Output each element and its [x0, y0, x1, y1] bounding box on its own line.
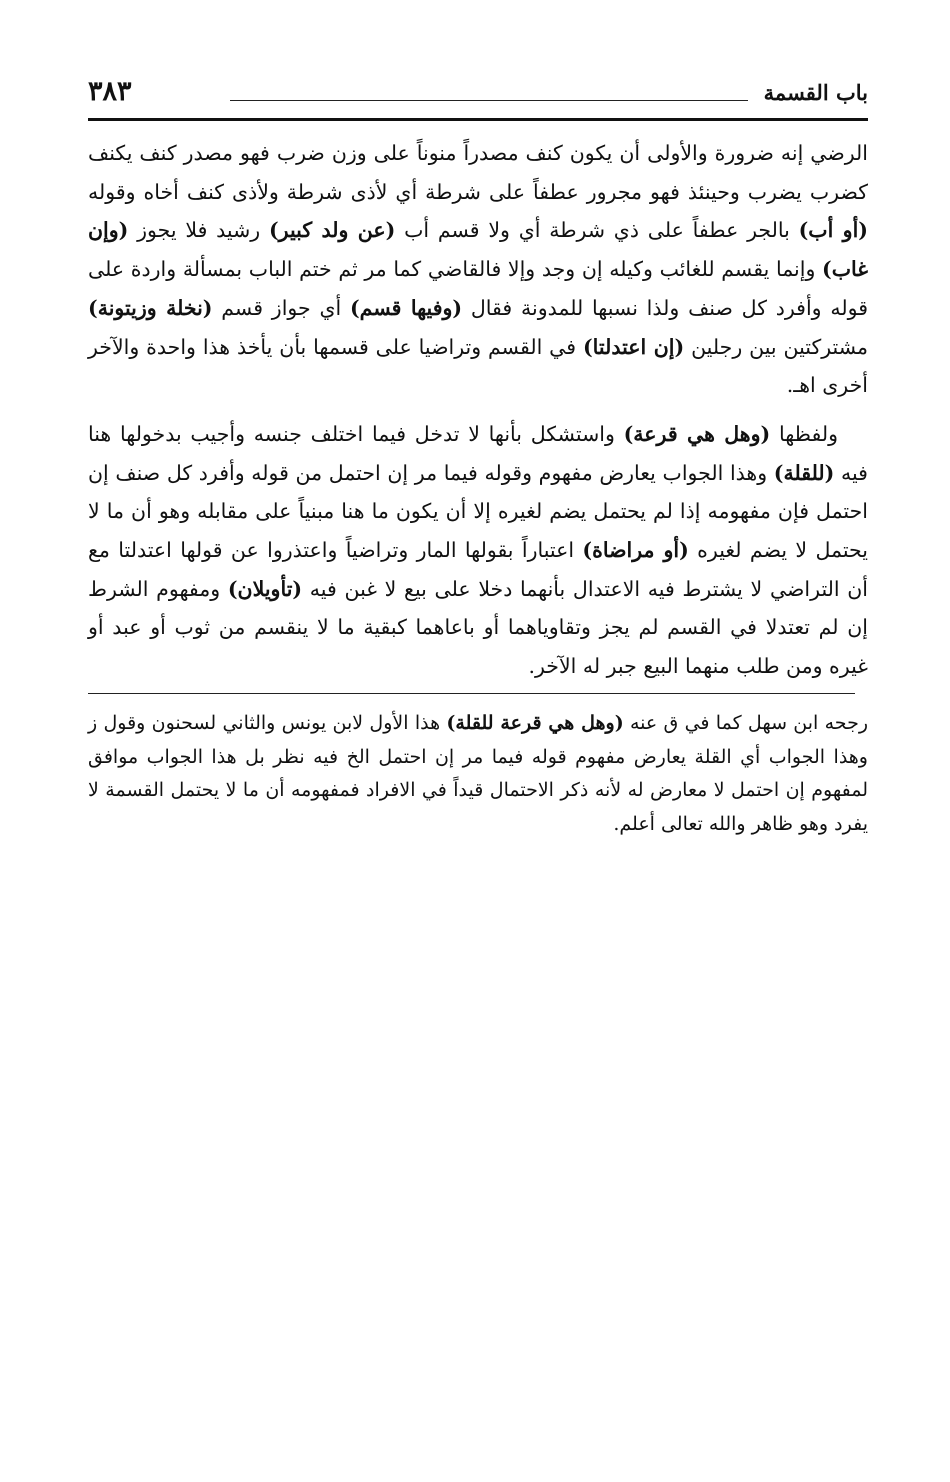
bold-matn-phrase: (نخلة وزيتونة) — [88, 295, 213, 320]
chapter-title: باب القسمة — [763, 80, 868, 105]
bold-matn-phrase: (أو أب) — [798, 218, 868, 243]
text-run: رجحه ابن سهل كما في ق عنه — [623, 712, 868, 734]
text-run: ومفهوم الشرط إن لم تعتدلا في القسم لم يجز وتقاوياهما أو باعاهما كبقية ما لا ينقسم من ثوب أو عبد أو غيره ومن طلب منهما البيع جبر له الآخر. — [88, 576, 868, 679]
text-run: بالجر عطفاً على ذي شرطة أي ولا قسم أب — [395, 218, 799, 243]
footnote-paragraph — [88, 707, 868, 841]
text-run: وإنما يقسم للغائب وكيله إن وجد وإلا فالقاضي كما مر ثم ختم الباب بمسألة واردة على قوله وأفرد كل صنف ولذا نسبها للمدونة فقال — [88, 257, 868, 320]
bold-matn-phrase: (وهل هي قرعة للقلة) — [446, 712, 624, 734]
bold-matn-phrase: (إن اعتدلتا) — [582, 334, 685, 359]
main-text — [88, 134, 868, 686]
header-rule — [88, 118, 868, 121]
bold-matn-phrase: (للقلة) — [773, 460, 835, 485]
text-run: وهذا الجواب يعارض مفهوم وقوله فيما مر إن احتمل من قوله وأفرد كل صنف إن احتمل فإن مفهومه إذا لم يحتمل يضم لغيره إلا أن يكون ما هنا مبنياً على مقابله وهو أن ما لا يحتمل لا يضم لغيره — [88, 460, 868, 563]
footnote — [88, 707, 868, 841]
text-run: الرضي إنه ضرورة والأولى أن يكون كنف مصدراً منوناً على وزن ضرب فهو مصدر كنف يكنف كضرب يضرب وحينئذ فهو مجرور عطفاً على شرطة أي لأذى شرطة ولأذى كنف أخاه وقوله — [88, 141, 868, 204]
body-paragraph — [88, 415, 868, 686]
text-run: أي جواز قسم — [212, 295, 350, 320]
page-number: ٣٨٣ — [88, 76, 132, 107]
body-paragraph — [88, 134, 868, 405]
text-run: اعتباراً بقولها المار وتراضياً واعتذروا عن قولها اعتدلتا مع أن التراضي لا يشترط فيه الاعتدال بأنهما دخلا على بيع لا غبن فيه — [88, 538, 869, 601]
header-dash-rule — [230, 100, 748, 101]
text-run: ولفظها — [770, 421, 839, 446]
footnote-separator — [88, 693, 855, 694]
bold-matn-phrase: (وهل هي قرعة) — [623, 421, 771, 446]
text-run: هذا الأول لابن يونس والثاني لسحنون وقول ز وهذا الجواب أي القلة يعارض مفهوم قوله فيما مر إن احتمل الخ فيه نظر بل هذا الجواب موافق لمفهوم إن احتمل لا معارض له لأنه ذكر الاحتمال قيداً في الافراد فمفهومه أن ما لا يحتمل القسمة لا يفرد وهو ظاهر والله تعالى أعلم. — [88, 712, 868, 835]
bold-matn-phrase: (وإن غاب) — [88, 218, 868, 282]
bold-matn-phrase: (عن ولد كبير) — [268, 218, 396, 243]
bold-matn-phrase: (تأويلان) — [227, 576, 303, 601]
text-run: واستشكل بأنها لا تدخل فيما اختلف جنسه وأجيب بدخولها هنا فيه — [88, 421, 868, 485]
bold-matn-phrase: (وفيها قسم) — [349, 295, 463, 320]
running-header — [88, 76, 868, 120]
text-run: مشتركتين بين رجلين — [684, 334, 868, 359]
text-run: رشيد فلا يجوز — [128, 218, 269, 243]
bold-matn-phrase: (أو مراضاة) — [582, 538, 689, 563]
text-run: في القسم وتراضيا على قسمها بأن يأخذ هذا واحدة والآخر أخرى اهـ. — [88, 334, 868, 398]
